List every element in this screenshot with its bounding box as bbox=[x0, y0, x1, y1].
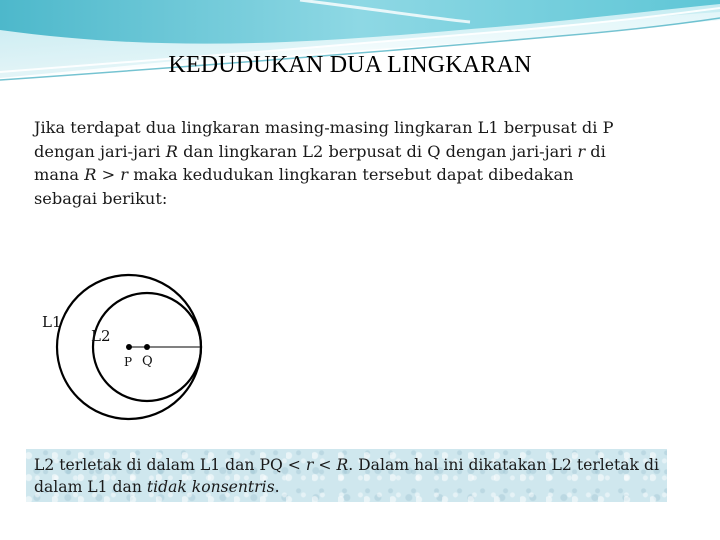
point-Q bbox=[144, 344, 150, 350]
intro-line-4: sebagai berikut: bbox=[34, 188, 168, 208]
intro-paragraph bbox=[34, 116, 654, 210]
label-Q: Q bbox=[142, 354, 153, 369]
label-L1: L1 bbox=[42, 313, 62, 331]
point-P bbox=[126, 344, 132, 350]
circle-position-diagram bbox=[0, 260, 260, 440]
intro-line-1: Jika terdapat dua lingkaran masing-masing lingkaran L1 berpusat di P bbox=[34, 118, 614, 137]
intro-line-3: mana R > r maka kedudukan lingkaran tersebut dapat dibedakan bbox=[34, 165, 574, 184]
intro-line-2: dengan jari-jari R dan lingkaran L2 berpusat di Q dengan jari-jari r di bbox=[34, 141, 606, 161]
label-P: P bbox=[124, 355, 133, 369]
label-L2: L2 bbox=[91, 327, 111, 345]
page-title: KEDUDUKAN DUA LINGKARAN bbox=[168, 52, 532, 78]
caption-box bbox=[26, 449, 667, 502]
caption-text: L2 terletak di dalam L1 dan PQ < r < R. Dalam hal ini dikatakan L2 terletak di dalam L1 dan tidak konsentris. bbox=[34, 456, 659, 496]
